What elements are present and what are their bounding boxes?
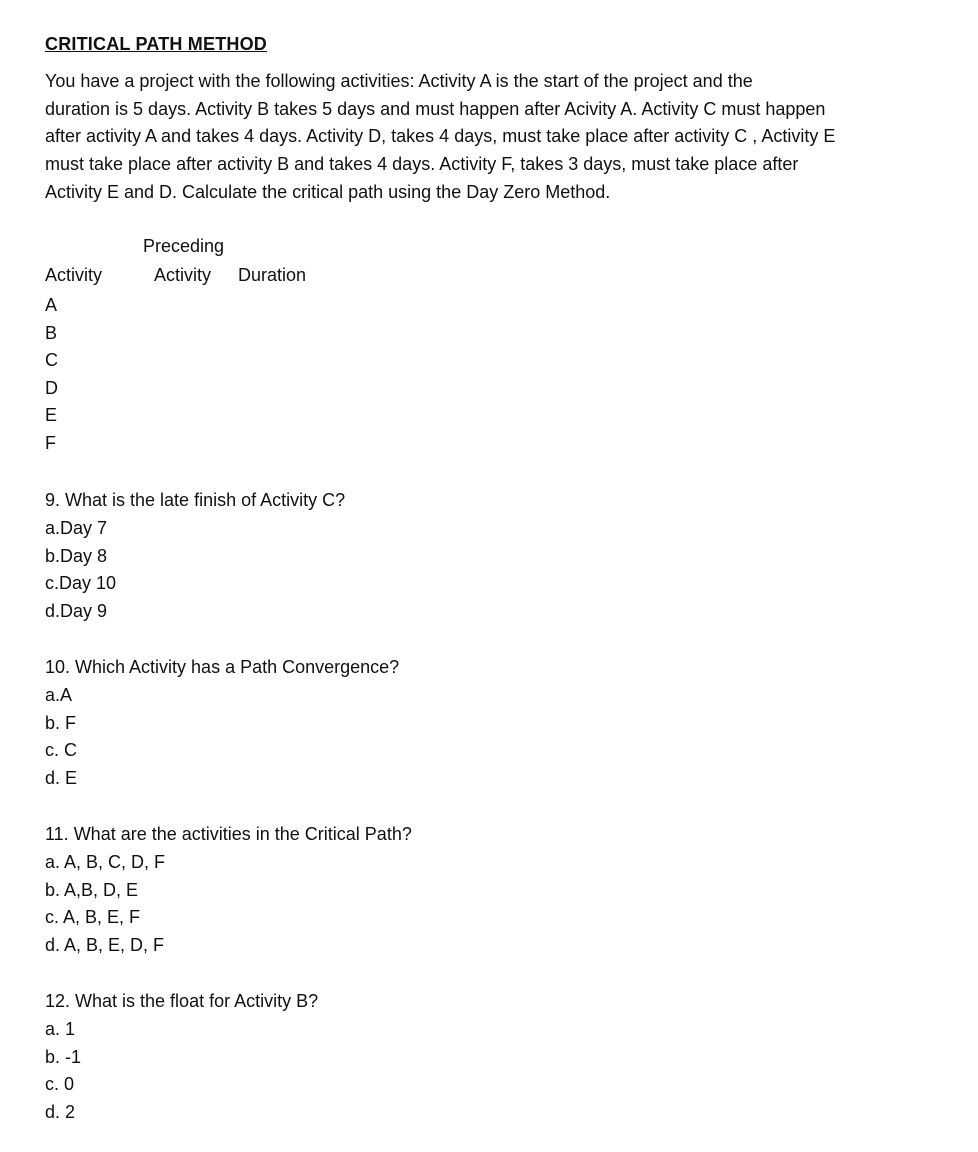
activity-row: A (45, 295, 58, 315)
answer-option: b.Day 8 (45, 545, 108, 566)
activity-row: D (45, 377, 58, 398)
answer-option: a. A, B, C, D, F (45, 851, 166, 872)
question-text: 10. Which Activity has a Path Convergence? (45, 657, 400, 677)
question-11 (45, 821, 412, 960)
answer-option: d.Day 9 (45, 601, 108, 622)
activity-row: B (45, 322, 58, 343)
header-duration: Duration (238, 265, 307, 285)
document-title: CRITICAL PATH METHOD (45, 34, 267, 54)
answer-option: c. A, B, E, F (45, 907, 141, 928)
intro-line: must take place after activity B and takes 4 days. Activity F, takes 3 days, must take place after (45, 154, 799, 175)
answer-option: c.Day 10 (45, 573, 117, 594)
answer-option: a.Day 7 (45, 517, 108, 538)
answer-option: b. F (45, 712, 77, 733)
question-text: 11. What are the activities in the Critical Path? (45, 824, 412, 844)
answer-option: d. E (45, 768, 78, 789)
answer-option: d. 2 (45, 1102, 76, 1123)
activity-row: F (45, 432, 56, 453)
header-activity: Activity (45, 265, 103, 285)
intro-line: duration is 5 days. Activity B takes 5 days and must happen after Acivity A. Activity C must happen (45, 98, 826, 119)
activity-list (45, 292, 58, 458)
answer-option: c. C (45, 740, 78, 761)
intro-line: You have a project with the following activities: Activity A is the start of the project and the (45, 71, 753, 91)
intro-line: after activity A and takes 4 days. Activity D, takes 4 days, must take place after activity C , Activity E (45, 126, 836, 147)
activity-row: C (45, 350, 58, 371)
question-text: 12. What is the float for Activity B? (45, 991, 319, 1011)
intro-paragraph (45, 68, 925, 207)
question-9 (45, 487, 345, 626)
header-preceding-line2: Activity (154, 265, 212, 285)
question-10 (45, 654, 399, 793)
answer-option: b. A,B, D, E (45, 879, 139, 900)
header-preceding-line1: Preceding (143, 236, 225, 256)
question-12 (45, 988, 318, 1127)
answer-option: b. -1 (45, 1046, 82, 1067)
answer-option: a.A (45, 684, 73, 705)
activity-row: E (45, 405, 58, 426)
answer-option: a. 1 (45, 1018, 76, 1039)
answer-option: c. 0 (45, 1074, 75, 1095)
intro-line: Activity E and D. Calculate the critical path using the Day Zero Method. (45, 181, 611, 202)
question-text: 9. What is the late finish of Activity C? (45, 490, 346, 510)
answer-option: d. A, B, E, D, F (45, 935, 165, 956)
